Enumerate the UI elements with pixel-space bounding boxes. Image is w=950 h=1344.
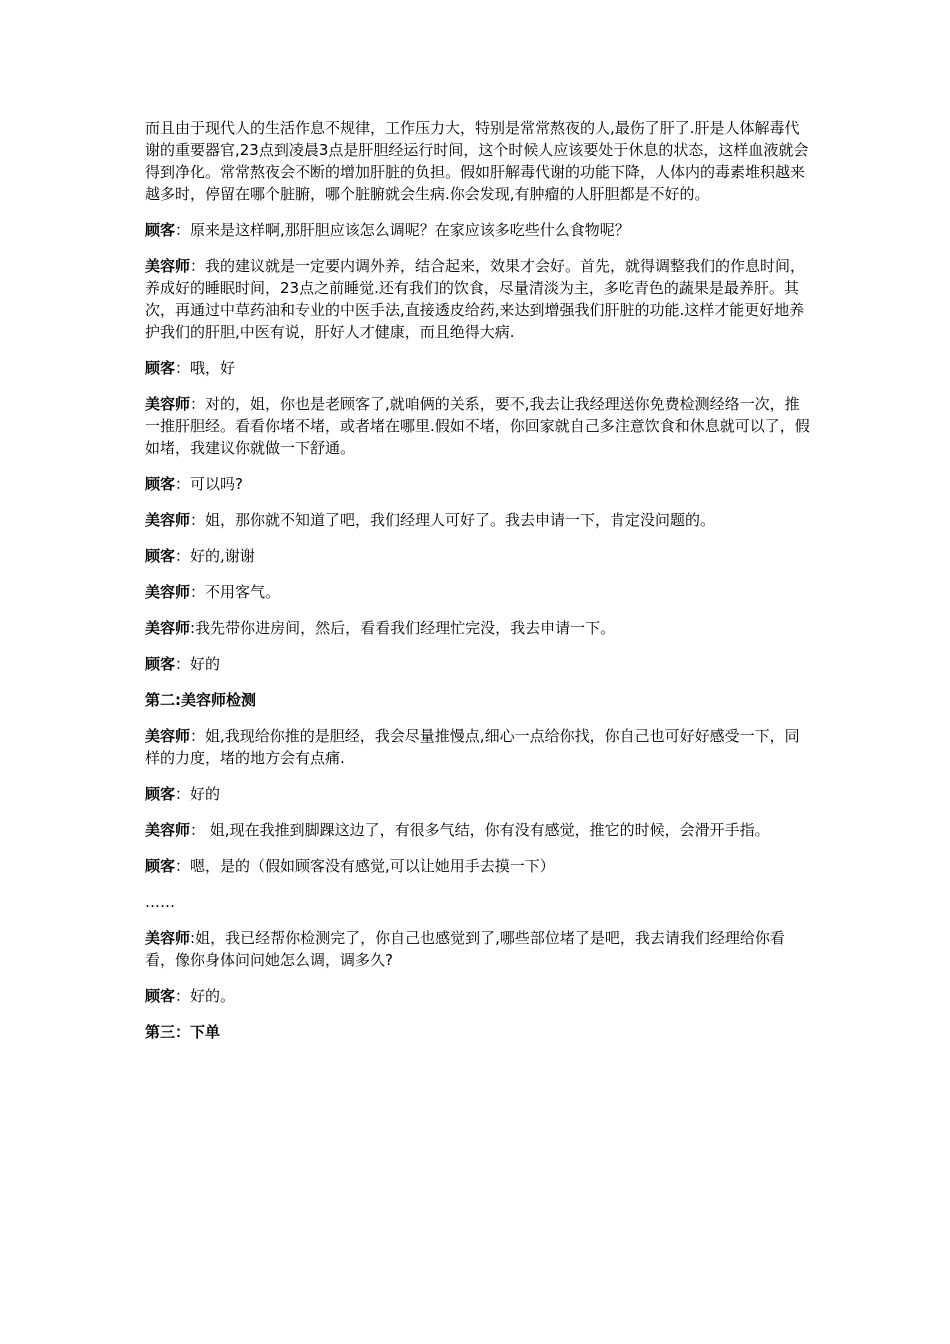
speaker-label: 顾客 — [145, 857, 176, 875]
speaker-label: 顾客 — [145, 359, 176, 377]
speaker-separator: ： — [190, 257, 206, 275]
speaker-separator: ： — [175, 857, 191, 875]
section-heading: 第三：下单 — [145, 1023, 221, 1041]
speaker-label: 美容师 — [145, 395, 191, 413]
speaker-separator: ： — [175, 655, 191, 673]
dialog-line — [145, 509, 810, 531]
dialog-line — [145, 581, 810, 603]
dialog-line — [145, 855, 810, 877]
body-paragraph: 而且由于现代人的生活作息不规律，工作压力大，特别是常常熬夜的人,最伤了肝了.肝是人体解毒代谢的重要器官,23点到凌晨3点是肝胆经运行时间，这个时候人应该要处于休息的状态，这样血液就会得到净化。常常熬夜会不断的增加肝脏的负担。假如肝解毒代谢的功能下降，人体内的毒素堆积越来越多时，停留在哪个脏腑，哪个脏腑就会生病.你会发现,有肿瘤的人肝胆都是不好的。 — [145, 119, 809, 203]
speaker-label: 美容师 — [145, 511, 191, 529]
speaker-separator: : — [190, 619, 196, 637]
dialog-text: 我的建议就是一定要内调外养，结合起来，效果才会好。首先，就得调整我们的作息时间，养成好的睡眠时间，23点之前睡觉.还有我们的饮食，尽量清淡为主，多吃青色的蔬果是最养肝。其次，再通过中草药油和专业的中医手法,直接透皮给药,来达到增强我们肝脏的功能.这样才能更好地养护我们的肝胆,中医有说，肝好人才健康，而且绝得大病. — [145, 257, 806, 341]
dialog-text: 好的,谢谢 — [190, 547, 255, 565]
dialog-text: 不用客气。 — [205, 583, 281, 601]
speaker-label: 顾客 — [145, 221, 176, 239]
speaker-separator: ： — [190, 511, 206, 529]
dialog-line — [145, 473, 810, 495]
dialog-line — [145, 545, 810, 567]
speaker-label: 美容师 — [145, 821, 191, 839]
body-paragraph: …… — [145, 893, 175, 911]
speaker-separator: ： — [190, 821, 206, 839]
dialog-line — [145, 927, 810, 971]
dialog-line — [145, 357, 810, 379]
dialog-line — [145, 783, 810, 805]
dialog-text: 嗯，是的（假如顾客没有感觉,可以让她用手去摸一下） — [190, 857, 555, 875]
speaker-label: 顾客 — [145, 987, 176, 1005]
speaker-separator: ： — [190, 395, 206, 413]
dialog-line — [145, 617, 810, 639]
speaker-separator: ： — [175, 987, 191, 1005]
section-heading: 第二:美容师检测 — [145, 691, 256, 709]
dialog-text: 原来是这样啊,那肝胆应该怎么调呢？在家应该多吃些什么食物呢？ — [190, 221, 630, 239]
speaker-separator: ： — [175, 475, 191, 493]
dialog-text: 哦，好 — [190, 359, 236, 377]
dialog-line — [145, 219, 810, 241]
dialog-line — [145, 725, 810, 769]
dialog-text: 好的。 — [190, 987, 236, 1005]
speaker-label: 美容师 — [145, 583, 191, 601]
speaker-label: 顾客 — [145, 655, 176, 673]
document-body — [145, 117, 810, 1057]
speaker-label: 顾客 — [145, 547, 176, 565]
speaker-separator: ： — [175, 547, 191, 565]
dialog-line — [145, 255, 810, 343]
speaker-separator: ： — [175, 221, 191, 239]
speaker-separator: ： — [190, 727, 206, 745]
dialog-text: 姐，我已经帮你检测完了，你自己也感觉到了,哪些部位堵了是吧，我去请我们经理给你看看，像你身体问问她怎么调，调多久? — [145, 929, 785, 969]
dialog-text: 姐，那你就不知道了吧，我们经理人可好了。我去申请一下，肯定没问题的。 — [205, 511, 716, 529]
dialog-text: 我先带你进房间，然后，看看我们经理忙完没，我去申请一下。 — [195, 619, 616, 637]
dialog-line — [145, 653, 810, 675]
speaker-label: 美容师 — [145, 257, 191, 275]
dialog-line — [145, 819, 810, 841]
dialog-text: 好的 — [190, 655, 221, 673]
speaker-label: 美容师 — [145, 727, 191, 745]
dialog-line — [145, 985, 810, 1007]
speaker-separator: : — [190, 929, 196, 947]
speaker-separator: ： — [190, 583, 206, 601]
speaker-label: 美容师 — [145, 619, 191, 637]
speaker-separator: ： — [175, 359, 191, 377]
speaker-separator: ： — [175, 785, 191, 803]
dialog-text: 可以吗? — [190, 475, 243, 493]
speaker-label: 顾客 — [145, 475, 176, 493]
speaker-label: 美容师 — [145, 929, 191, 947]
dialog-text: 姐,我现给你推的是胆经，我会尽量推慢点,细心一点给你找，你自己也可好好感受一下，同样的力度，堵的地方会有点痛. — [145, 727, 800, 767]
dialog-text: 姐,现在我推到脚踝这边了，有很多气结，你有没有感觉，推它的时候，会滑开手指。 — [205, 821, 770, 839]
dialog-text: 对的，姐，你也是老顾客了,就咱俩的关系，要不,我去让我经理送你免费检测经络一次，推一推肝胆经。看看你堵不堵，或者堵在哪里.假如不堵，你回家就自己多注意饮食和休息就可以了，假如堵，我建议你就做一下舒通。 — [145, 395, 810, 457]
dialog-line — [145, 393, 810, 459]
speaker-label: 顾客 — [145, 785, 176, 803]
dialog-text: 好的 — [190, 785, 221, 803]
